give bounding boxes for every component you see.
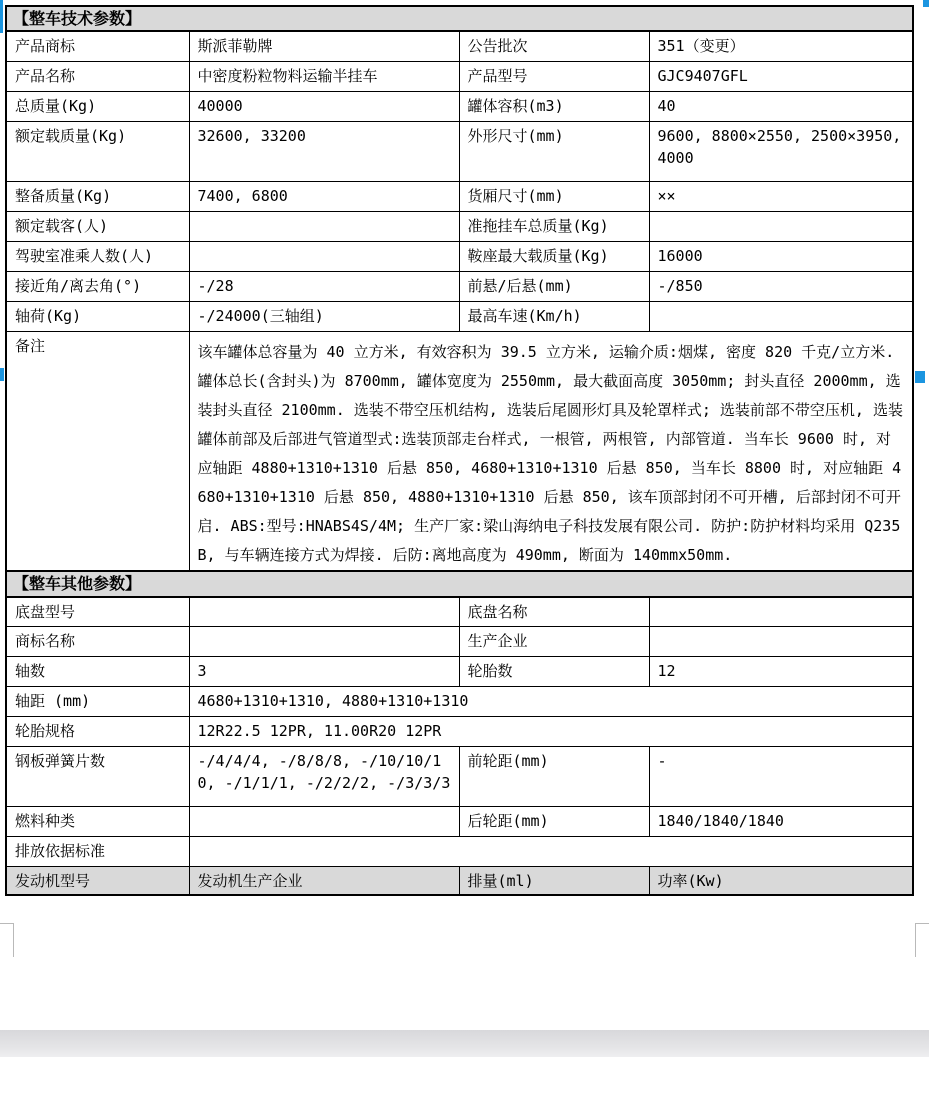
param-value: 中密度粉粒物料运输半挂车 bbox=[189, 61, 459, 91]
table-row bbox=[6, 91, 913, 121]
remark-text: 该车罐体总容量为 40 立方米, 有效容积为 39.5 立方米, 运输介质:烟煤, 密度 820 千克/立方米. 罐体总长(含封头)为 8700mm, 罐体宽度为 2550mm, 最大截面高度 3050mm; 封头直径 2000mm, 选装封头直径 2100mm. 选装不带空压机结构, 选装后尾圆形灯具及轮罩样式; 选装前部不带空压机, 选装罐体前部及后部进气管道型式:选装顶部走台样式, 一根管, 两根管, 内部管道. 当车长 9600 时, 对应轴距 4880+1310+1310 后悬 850, 4680+1310+1310 后悬 850, 当车长 8800 时, 对应轴距 4680+1310+1310 后悬 850, 4880+1310+1310 后悬 850, 该车顶部封闭不可开槽, 后部封闭不可开启. ABS:型号:HNABS4S/4M; 生产厂家:梁山海纳电子科技发展有限公司. 防护:防护材料均采用 Q235B, 与车辆连接方式为焊接. 后防:离地高度为 490mm, 断面为 140mmx50mm. bbox=[189, 331, 913, 571]
param-label: 产品名称 bbox=[6, 61, 189, 91]
table-row bbox=[6, 687, 913, 717]
param-label: 底盘名称 bbox=[459, 597, 649, 627]
param-value: 16000 bbox=[649, 241, 913, 271]
param-value: 351（变更） bbox=[649, 31, 913, 61]
param-label: 底盘型号 bbox=[6, 597, 189, 627]
param-label: 前悬/后悬(mm) bbox=[459, 271, 649, 301]
table-row bbox=[6, 61, 913, 91]
table-row bbox=[6, 657, 913, 687]
param-label: 罐体容积(m3) bbox=[459, 91, 649, 121]
param-label: 产品商标 bbox=[6, 31, 189, 61]
param-label: 商标名称 bbox=[6, 627, 189, 657]
param-label: 钢板弹簧片数 bbox=[6, 747, 189, 807]
left-top-edge-marker bbox=[0, 0, 3, 33]
param-label: 额定载质量(Kg) bbox=[6, 121, 189, 181]
table-row bbox=[6, 627, 913, 657]
param-value bbox=[189, 211, 459, 241]
table-row bbox=[6, 597, 913, 627]
param-value: -/4/4/4, -/8/8/8, -/10/10/10, -/1/1/1, -/2/2/2, -/3/3/3 bbox=[189, 747, 459, 807]
param-label: 货厢尺寸(mm) bbox=[459, 181, 649, 211]
param-value bbox=[189, 627, 459, 657]
param-value bbox=[189, 837, 913, 867]
param-value: 斯派菲勒牌 bbox=[189, 31, 459, 61]
param-value: 3 bbox=[189, 657, 459, 687]
section2-header-row bbox=[6, 571, 913, 597]
param-label: 接近角/离去角(°) bbox=[6, 271, 189, 301]
param-label: 最高车速(Km/h) bbox=[459, 301, 649, 331]
param-value: GJC9407GFL bbox=[649, 61, 913, 91]
right-top-edge-marker bbox=[923, 0, 929, 7]
table-row bbox=[6, 31, 913, 61]
param-value: -/28 bbox=[189, 271, 459, 301]
table-row bbox=[6, 747, 913, 807]
param-label: 轮胎规格 bbox=[6, 717, 189, 747]
param-value: 4680+1310+1310, 4880+1310+1310 bbox=[189, 687, 913, 717]
table-row bbox=[6, 717, 913, 747]
param-value bbox=[649, 301, 913, 331]
param-label: 公告批次 bbox=[459, 31, 649, 61]
param-label: 总质量(Kg) bbox=[6, 91, 189, 121]
param-value bbox=[189, 597, 459, 627]
param-label: 鞍座最大载质量(Kg) bbox=[459, 241, 649, 271]
left-mid-edge-marker bbox=[0, 368, 4, 381]
engine-manufacturer-header: 发动机生产企业 bbox=[189, 867, 459, 895]
param-label: 燃料种类 bbox=[6, 807, 189, 837]
footer-gradient-band bbox=[0, 1030, 929, 1057]
param-value: 12 bbox=[649, 657, 913, 687]
param-label: 轮胎数 bbox=[459, 657, 649, 687]
bottom-left-corner-mark bbox=[0, 923, 14, 957]
engine-header-row bbox=[6, 867, 913, 895]
param-value bbox=[189, 807, 459, 837]
param-value: - bbox=[649, 747, 913, 807]
table-row bbox=[6, 837, 913, 867]
param-value: 7400, 6800 bbox=[189, 181, 459, 211]
section1-header-row bbox=[6, 6, 913, 31]
param-label: 额定载客(人) bbox=[6, 211, 189, 241]
param-label: 准拖挂车总质量(Kg) bbox=[459, 211, 649, 241]
param-label: 外形尺寸(mm) bbox=[459, 121, 649, 181]
param-label: 生产企业 bbox=[459, 627, 649, 657]
param-value: 12R22.5 12PR, 11.00R20 12PR bbox=[189, 717, 913, 747]
table-row bbox=[6, 301, 913, 331]
param-value: 32600, 33200 bbox=[189, 121, 459, 181]
param-label: 驾驶室准乘人数(人) bbox=[6, 241, 189, 271]
param-value: 40000 bbox=[189, 91, 459, 121]
engine-model-header: 发动机型号 bbox=[6, 867, 189, 895]
param-label: 轴数 bbox=[6, 657, 189, 687]
param-value: 1840/1840/1840 bbox=[649, 807, 913, 837]
table-row bbox=[6, 211, 913, 241]
param-label: 前轮距(mm) bbox=[459, 747, 649, 807]
remark-label: 备注 bbox=[6, 331, 189, 571]
right-mid-edge-marker bbox=[915, 371, 925, 383]
vehicle-spec-table bbox=[5, 5, 914, 896]
table-row bbox=[6, 121, 913, 181]
engine-displacement-header: 排量(ml) bbox=[459, 867, 649, 895]
table-row bbox=[6, 807, 913, 837]
table-row bbox=[6, 271, 913, 301]
remark-row bbox=[6, 331, 913, 571]
param-label: 产品型号 bbox=[459, 61, 649, 91]
bottom-right-corner-mark bbox=[915, 923, 929, 957]
section2-title: 【整车其他参数】 bbox=[6, 571, 913, 597]
param-label: 轴荷(Kg) bbox=[6, 301, 189, 331]
engine-power-header: 功率(Kw) bbox=[649, 867, 913, 895]
table-row bbox=[6, 241, 913, 271]
param-value: -/850 bbox=[649, 271, 913, 301]
param-value: -/24000(三轴组) bbox=[189, 301, 459, 331]
param-value: ×× bbox=[649, 181, 913, 211]
param-value: 9600, 8800×2550, 2500×3950, 4000 bbox=[649, 121, 913, 181]
param-label: 整备质量(Kg) bbox=[6, 181, 189, 211]
section1-title: 【整车技术参数】 bbox=[6, 6, 913, 31]
param-label: 排放依据标准 bbox=[6, 837, 189, 867]
param-value bbox=[649, 597, 913, 627]
param-label: 轴距 (mm) bbox=[6, 687, 189, 717]
param-value bbox=[189, 241, 459, 271]
param-value bbox=[649, 627, 913, 657]
param-label: 后轮距(mm) bbox=[459, 807, 649, 837]
param-value bbox=[649, 211, 913, 241]
table-row bbox=[6, 181, 913, 211]
param-value: 40 bbox=[649, 91, 913, 121]
